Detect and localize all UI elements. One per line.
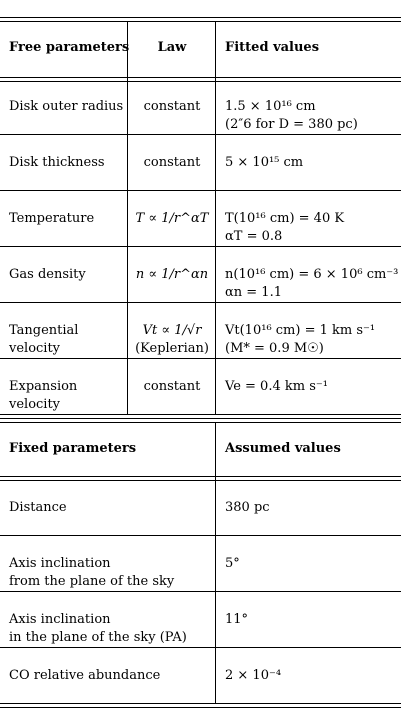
rule-vertical-values-fixed [215, 422, 216, 703]
param-expansion: Expansion [9, 379, 78, 394]
value-axis-inclination-pa: 11° [225, 612, 249, 627]
rule-section-1 [0, 414, 401, 415]
law-disk-outer-radius: constant [143, 99, 201, 114]
law-expansion-velocity: constant [143, 379, 201, 394]
param-expansion-velocity: velocity [9, 397, 61, 412]
param-axis-inclination-pa-plane: in the plane of the sky (PA) [9, 630, 187, 645]
param-axis-inclination: Axis inclination [9, 556, 111, 571]
param-tangential-velocity: velocity [9, 341, 61, 356]
param-disk-outer-radius: Disk outer radius [9, 99, 124, 114]
value-disk-outer-radius: 1.5 × 10¹⁶ cm [225, 99, 316, 114]
param-axis-inclination-plane: from the plane of the sky [9, 574, 175, 589]
rule-fixed-header-2 [0, 480, 401, 481]
law-tangential-velocity-note: (Keplerian) [135, 341, 209, 356]
rule-top-1 [0, 17, 401, 18]
rule-bottom-2 [0, 707, 401, 708]
param-temperature: Temperature [9, 211, 95, 226]
value-co-abundance: 2 × 10⁻⁴ [225, 668, 282, 683]
value-gas-density: n(10¹⁶ cm) = 6 × 10⁶ cm⁻³ [225, 267, 399, 282]
header-assumed-values: Assumed values [225, 441, 341, 456]
rule-header-2 [0, 81, 401, 82]
rule-bottom-1 [0, 703, 401, 704]
rule-fixed-row-1 [0, 535, 401, 536]
value-disk-thickness: 5 × 10¹⁵ cm [225, 155, 304, 170]
rule-row-2 [0, 190, 401, 191]
value-axis-inclination: 5° [225, 556, 240, 571]
value-tangential-velocity: Vt(10¹⁶ cm) = 1 km s⁻¹ [225, 323, 376, 338]
param-co-abundance: CO relative abundance [9, 668, 161, 683]
param-gas-density: Gas density [9, 267, 86, 282]
law-tangential-velocity: Vt ∝ 1/√r [142, 323, 202, 338]
rule-row-1 [0, 134, 401, 135]
header-free-parameters: Free parameters [9, 40, 130, 55]
value-temperature-alpha: αT = 0.8 [225, 229, 283, 244]
value-temperature: T(10¹⁶ cm) = 40 K [225, 211, 345, 226]
law-gas-density: n ∝ 1/r^αn [135, 267, 209, 282]
header-fitted-values: Fitted values [225, 40, 320, 55]
rule-section-3 [0, 422, 401, 423]
rule-row-5 [0, 358, 401, 359]
value-distance: 380 pc [225, 500, 270, 515]
rule-fixed-row-3 [0, 647, 401, 648]
value-tangential-velocity-mass: (M* = 0.9 M☉) [225, 341, 324, 356]
header-law: Law [157, 40, 187, 55]
law-disk-thickness: constant [143, 155, 201, 170]
rule-row-4 [0, 302, 401, 303]
param-distance: Distance [9, 500, 67, 515]
rule-header-1 [0, 77, 401, 78]
header-fixed-parameters: Fixed parameters [9, 441, 137, 456]
param-disk-thickness: Disk thickness [9, 155, 105, 170]
value-disk-outer-radius-note: (2″6 for D = 380 pc) [225, 117, 358, 132]
rule-top-2 [0, 21, 401, 22]
law-temperature: T ∝ 1/r^αT [135, 211, 209, 226]
rule-section-2 [0, 418, 401, 419]
param-tangential: Tangential [9, 323, 79, 338]
rule-fixed-header-1 [0, 476, 401, 477]
value-gas-density-alpha: αn = 1.1 [225, 285, 282, 300]
rule-fixed-row-2 [0, 591, 401, 592]
param-axis-inclination-pa: Axis inclination [9, 612, 111, 627]
rule-row-3 [0, 246, 401, 247]
value-expansion-velocity: Ve = 0.4 km s⁻¹ [225, 379, 328, 394]
